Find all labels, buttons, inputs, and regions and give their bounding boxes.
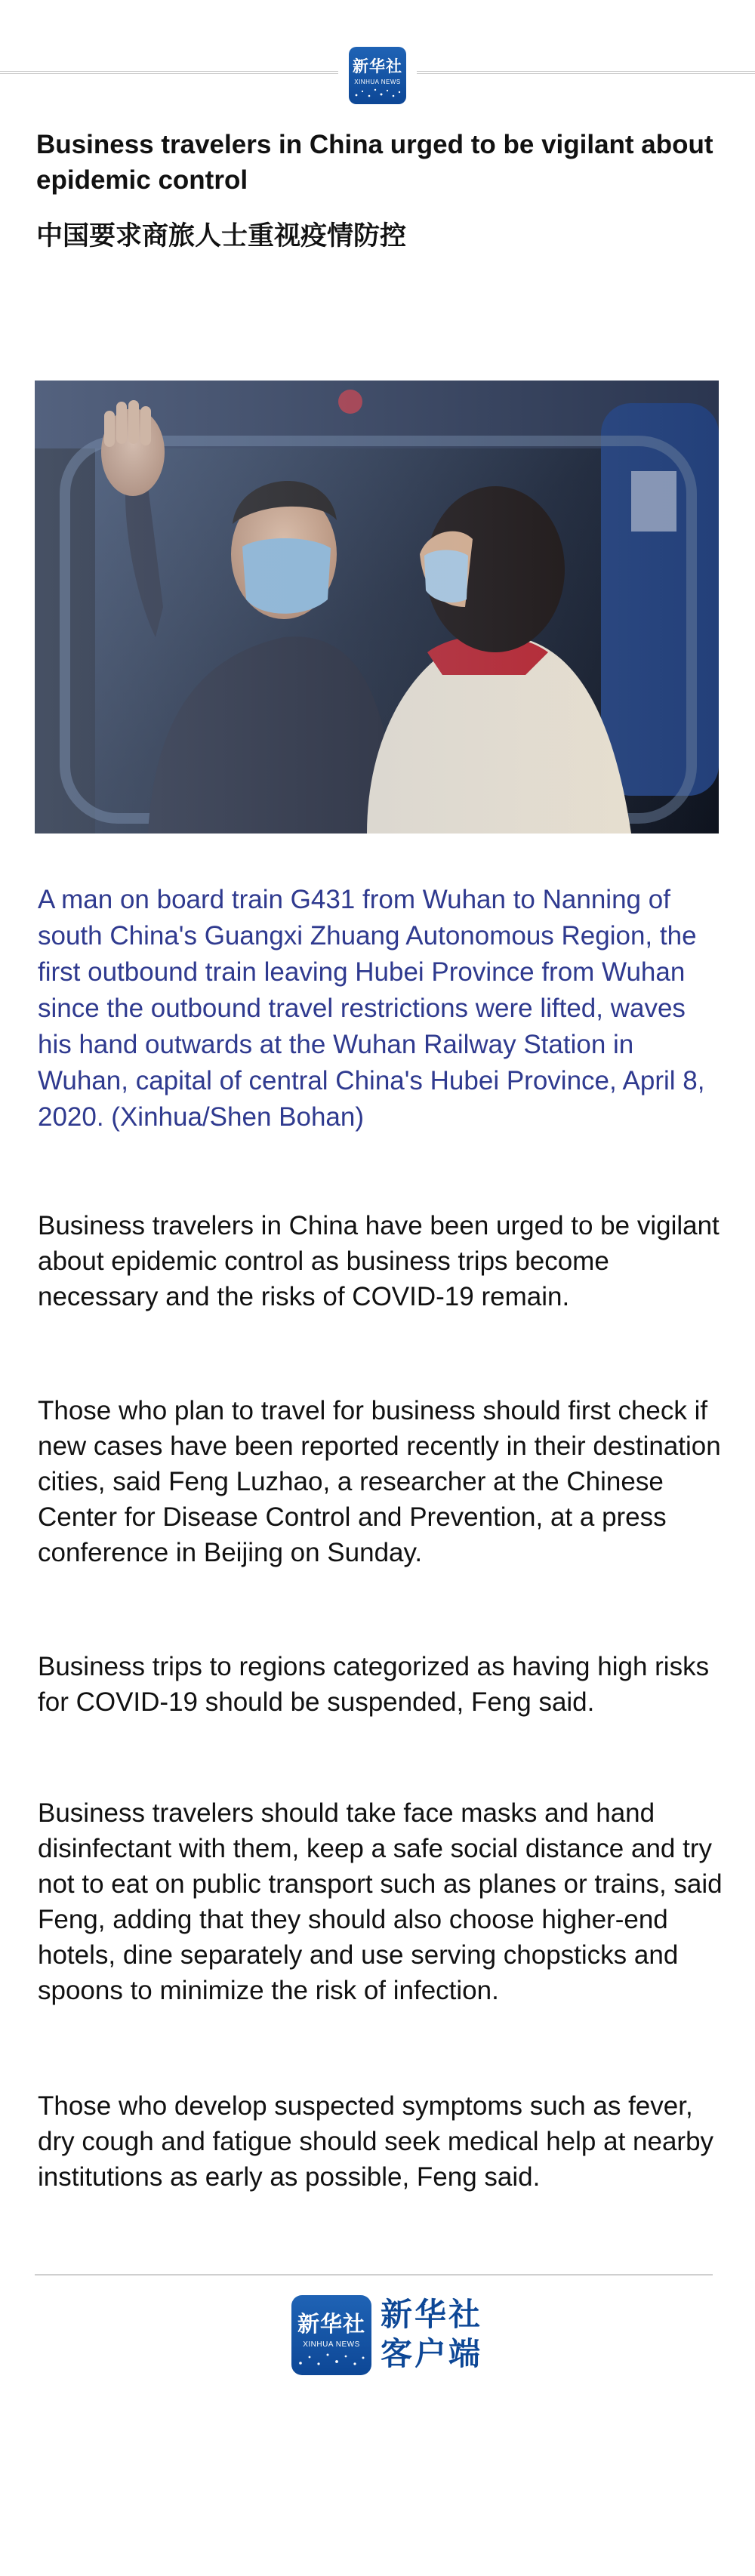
footer-divider: [35, 2274, 713, 2276]
logo-stars-icon: [349, 86, 406, 100]
app-name-line2: 客户端: [381, 2335, 483, 2372]
xinhua-app-logo-icon: [291, 2295, 371, 2375]
app-logo-en-text: XINHUA NEWS: [303, 2340, 360, 2349]
app-name-line1: 新华社: [381, 2296, 483, 2333]
photo-caption: A man on board train G431 from Wuhan to Nanning of south China's Guangxi Zhuang Autonomous Region, the first outbound train leaving Hubei Province from Wuhan since the outbound travel restrictions were lifted, waves his hand outwards at the Wuhan Railway Station in Wuhan, capital of central China's Hubei Province, April 8, 2020. (Xinhua/Shen Bohan): [38, 885, 705, 1132]
paragraph-1: Business travelers in China have been urged to be vigilant about epidemic control as business trips become necessary and the risks of COVID-19 remain.: [38, 1211, 720, 1311]
header-divider-left: [0, 71, 338, 74]
paragraph-2: Those who plan to travel for business should first check if new cases have been reported recently in their destination cities, said Feng Luzhao, a researcher at the Chinese Center for Disease Control and Prevention, at a press conference in Beijing on Sunday.: [38, 1396, 721, 1567]
header-divider-right: [417, 71, 755, 74]
article-title-zh: 中国要求商旅人士重视疫情防控: [36, 221, 407, 251]
xinhua-logo-icon: [349, 47, 406, 104]
app-logo-stars-icon: [291, 2350, 371, 2369]
paragraph-4: Business travelers should take face masks and hand disinfectant with them, keep a safe social distance and try not to eat on public transport such as planes or trains, said Feng, adding that they should also choose higher-end hotels, dine separately and use serving chopsticks and spoons to minimize the risk of infection.: [38, 1798, 723, 2005]
train-window-photo: [35, 381, 719, 834]
paragraph-3: Business trips to regions categorized as having high risks for COVID-19 should be suspended, Feng said.: [38, 1652, 710, 1717]
article-title-en: Business travelers in China urged to be vigilant about epidemic control: [36, 130, 713, 195]
article-photo: [35, 381, 719, 834]
paragraph-5: Those who develop suspected symptoms such as fever, dry cough and fatigue should seek medical help at nearby institutions as early as possible, Feng said.: [38, 2091, 714, 2192]
xinhua-app-name: [381, 2295, 486, 2374]
logo-en-text: XINHUA NEWS: [354, 79, 401, 85]
app-logo-zh-text: 新华社: [297, 2311, 365, 2337]
logo-zh-text: 新华社: [353, 57, 402, 75]
